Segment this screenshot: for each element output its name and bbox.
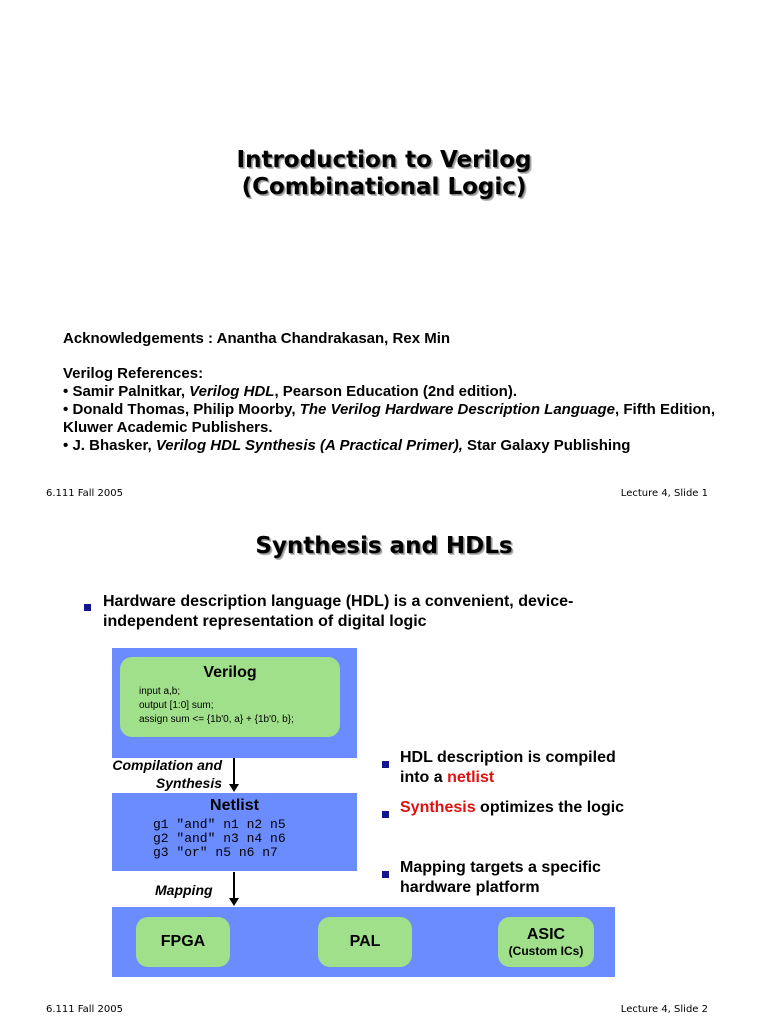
reference-author: Samir Palnitkar, bbox=[72, 383, 185, 400]
slide1-footer-slide-number: Lecture 4, Slide 1 bbox=[620, 488, 708, 499]
reference-title: Verilog HDL Synthesis (A Practical Primer), bbox=[155, 437, 463, 454]
square-bullet-icon bbox=[382, 811, 389, 818]
reference-item bbox=[63, 437, 723, 455]
reference-item bbox=[63, 401, 723, 437]
netlist-panel bbox=[112, 793, 357, 871]
slide1-title bbox=[0, 147, 768, 201]
reference-publisher: , Fifth Edition, Kluwer Academic Publishers. bbox=[63, 401, 716, 436]
bullet-dot: • bbox=[63, 383, 69, 400]
intro-bullet-marker bbox=[84, 598, 91, 616]
bullet-dot: • bbox=[63, 437, 69, 454]
asic-sublabel: (Custom ICs) bbox=[508, 943, 584, 958]
netlist-highlight: netlist bbox=[447, 769, 495, 786]
netlist-lines bbox=[153, 818, 357, 860]
right-bullet-1 bbox=[400, 748, 616, 788]
right-bullet-1-line1: HDL description is compiled bbox=[400, 749, 616, 766]
compilation-label-line2: Synthesis bbox=[155, 775, 222, 791]
right-bullet-2-rest: optimizes the logic bbox=[475, 799, 625, 816]
right-bullet-3 bbox=[400, 858, 601, 898]
asic-label: ASIC bbox=[526, 925, 566, 943]
synthesis-highlight: Synthesis bbox=[400, 799, 476, 816]
netlist-line: g3 "or" n5 n6 n7 bbox=[153, 845, 278, 860]
reference-title: The Verilog Hardware Description Language bbox=[299, 401, 616, 418]
square-bullet-icon bbox=[84, 604, 91, 611]
mapping-label: Mapping bbox=[155, 882, 213, 898]
netlist-line: g2 "and" n3 n4 n6 bbox=[153, 831, 286, 846]
slide1-title-line1: Introduction to Verilog bbox=[236, 147, 532, 173]
intro-bullet-line1: Hardware description language (HDL) is a convenient, device- bbox=[103, 593, 574, 610]
compile-arrow-head-icon bbox=[229, 784, 239, 792]
asic-box bbox=[498, 917, 594, 967]
pal-label: PAL bbox=[349, 933, 381, 950]
reference-author: Donald Thomas, Philip Moorby, bbox=[72, 401, 296, 418]
bullet-dot: • bbox=[63, 401, 69, 418]
slide2-footer-slide-number: Lecture 4, Slide 2 bbox=[620, 1004, 708, 1015]
reference-title: Verilog HDL bbox=[189, 383, 275, 400]
right-bullet-3-line1: Mapping targets a specific bbox=[400, 859, 601, 876]
mapping-arrow-head-icon bbox=[229, 898, 239, 906]
fpga-label: FPGA bbox=[160, 933, 206, 950]
right-bullet-1-prefix: into a bbox=[400, 769, 448, 786]
reference-publisher: , Pearson Education (2nd edition). bbox=[274, 383, 517, 400]
references-block bbox=[63, 365, 723, 455]
slide2-footer-course: 6.111 Fall 2005 bbox=[46, 1004, 123, 1015]
slide1-footer-course: 6.111 Fall 2005 bbox=[46, 488, 123, 499]
slide1-title-line2: (Combinational Logic) bbox=[241, 174, 527, 200]
compilation-label-line1: Compilation and bbox=[112, 757, 222, 773]
right-bullet-2-marker bbox=[382, 805, 389, 823]
mapping-arrow-shaft bbox=[233, 872, 235, 898]
square-bullet-icon bbox=[382, 871, 389, 878]
square-bullet-icon bbox=[382, 761, 389, 768]
pal-box bbox=[318, 917, 412, 967]
acknowledgements: Acknowledgements : Anantha Chandrakasan, Rex Min bbox=[63, 330, 451, 347]
verilog-code-line: input a,b; bbox=[139, 686, 181, 697]
fpga-box bbox=[136, 917, 230, 967]
right-bullet-1-marker bbox=[382, 755, 389, 773]
intro-bullet bbox=[103, 592, 703, 632]
netlist-title: Netlist bbox=[210, 797, 259, 814]
verilog-code bbox=[139, 685, 340, 727]
verilog-box-title: Verilog bbox=[203, 664, 257, 681]
intro-bullet-line2: independent representation of digital logic bbox=[103, 613, 427, 630]
compilation-label bbox=[92, 756, 222, 792]
references-heading: Verilog References: bbox=[63, 365, 204, 382]
right-bullet-2 bbox=[400, 798, 624, 818]
right-bullet-3-line2: hardware platform bbox=[400, 879, 540, 896]
reference-item bbox=[63, 383, 723, 401]
right-bullet-1-line2 bbox=[400, 768, 616, 788]
verilog-code-line: assign sum <= {1b'0, a} + {1b'0, b}; bbox=[139, 714, 294, 725]
compile-arrow-shaft bbox=[233, 758, 235, 784]
verilog-code-line: output [1:0] sum; bbox=[139, 700, 214, 711]
reference-author: J. Bhasker, bbox=[72, 437, 152, 454]
verilog-box bbox=[120, 657, 340, 737]
right-bullet-3-marker bbox=[382, 865, 389, 883]
netlist-line: g1 "and" n1 n2 n5 bbox=[153, 817, 286, 832]
reference-publisher: Star Galaxy Publishing bbox=[462, 437, 631, 454]
slide2-title: Synthesis and HDLs bbox=[255, 533, 513, 559]
